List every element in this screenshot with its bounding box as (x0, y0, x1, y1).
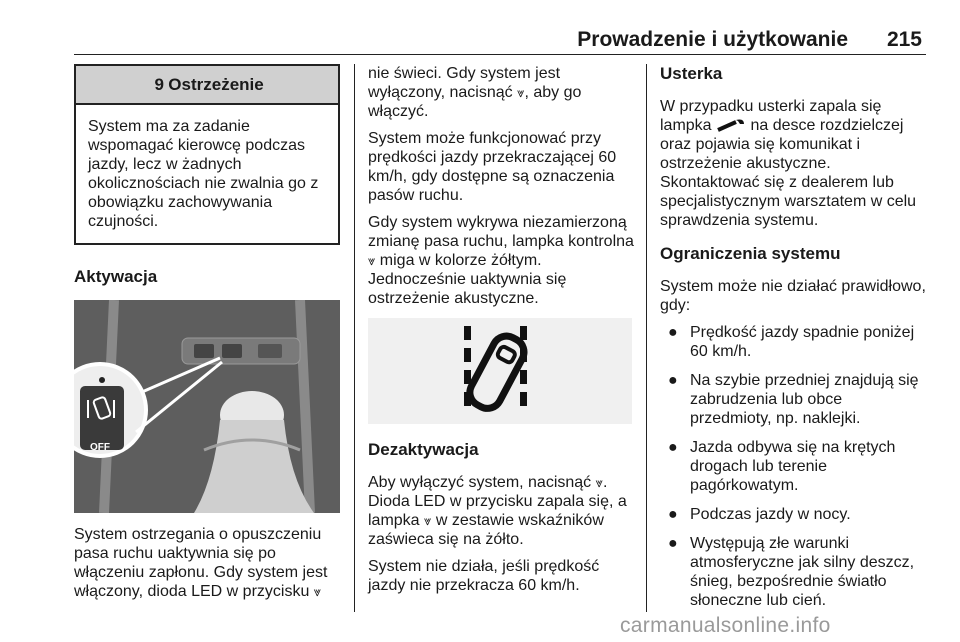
lane-assist-icon: ⩔ (313, 584, 322, 599)
off-button-label: OFF (90, 442, 110, 453)
section-title: Prowadzenie i użytkowanie (577, 28, 848, 51)
warning-title: Ostrzeżenie (168, 75, 264, 94)
list-item: ● Podczas jazdy w nocy. (668, 506, 851, 523)
deactivation-paragraph: Aby wyłączyć system, nacisnąć ⩔. Dioda LED w przycisku zapala się, a lampka ⩔ w zestawie wskaźników zaświeca się na żółto. (368, 474, 627, 548)
column-right (660, 64, 928, 620)
limits-intro: System może nie działać prawidłowo, gdy: (660, 278, 926, 314)
list-item: ● Występują złe warunki atmosferyczne jak silny deszcz, śnieg, bezpośrednie światło słoneczne lub cień. (668, 535, 915, 609)
list-item: ● Jazda odbywa się na krętych drogach lub terenie pagórkowatym. (668, 439, 896, 494)
activation-paragraph-cont: nie świeci. Gdy system jest wyłączony, nacisnąć ⩔, aby go włączyć. (368, 65, 582, 120)
fault-paragraph: W przypadku usterki zapala się lampka na desce rozdzielczej oraz pojawia się komunikat i ostrzeżenie akustyczne. Skontaktować się z dealerem lub specjalistycznym warsztatem w celu sprawdzenia systemu. (660, 98, 917, 229)
lane-assist-icon: ⩔ (595, 475, 603, 490)
column-middle (368, 64, 634, 603)
column-divider (646, 64, 647, 612)
console-drawing (74, 300, 340, 513)
page-header (74, 28, 926, 55)
warning-icon: 9 (154, 75, 165, 94)
activation-heading: Aktywacja (74, 267, 158, 286)
lane-assist-icon: ⩔ (517, 85, 525, 100)
warning-header (76, 66, 338, 105)
limits-list (660, 323, 928, 610)
deactivation-heading: Dezaktywacja (368, 440, 479, 459)
lane-assist-icon: ⩔ (424, 513, 432, 528)
deactivation-speed-paragraph: System nie działa, jeśli prędkość jazdy nie przekracza 60 km/h. (368, 558, 600, 594)
list-item: ● Prędkość jazdy spadnie poniżej 60 km/h. (668, 324, 915, 360)
speed-paragraph: System może funkcjonować przy prędkości jazdy przekraczającej 60 km/h, gdy dostępne są oznaczenia pasów ruchu. (368, 130, 617, 204)
detection-paragraph: Gdy system wykrywa niezamierzoną zmianę pasa ruchu, lampka kontrolna ⩔ miga w kolorze żółtym. Jednocześnie uaktywnia się ostrzeżenie akustyczne. (368, 214, 634, 307)
center-console-illustration (74, 300, 340, 513)
fault-heading: Usterka (660, 64, 723, 83)
limits-heading: Ograniczenia systemu (660, 244, 841, 263)
page-number: 215 (886, 28, 922, 51)
lane-assist-icon: ⩔ (368, 253, 376, 268)
list-item: ● Na szybie przedniej znajdują się zabrudzenia lub obce przedmioty, np. naklejki. (668, 372, 919, 427)
wrench-icon (716, 118, 746, 132)
warning-box (74, 64, 340, 245)
activation-paragraph: System ostrzegania o opuszczeniu pasa ruchu uaktywnia się po włączeniu zapłonu. Gdy system jest włączony, dioda LED w przycisku ⩔ (74, 526, 328, 600)
column-left (74, 64, 340, 609)
warning-text: System ma za zadanie wspomagać kierowcę podczas jazdy, lecz w żadnych okolicznościach nie zwalnia go z obowiązku zachowywania czujności. (88, 118, 319, 230)
lane-departure-symbol-figure (368, 318, 632, 424)
watermark: carmanualsonline.info (620, 614, 831, 637)
column-divider (354, 64, 355, 612)
lane-departure-icon (368, 318, 632, 424)
